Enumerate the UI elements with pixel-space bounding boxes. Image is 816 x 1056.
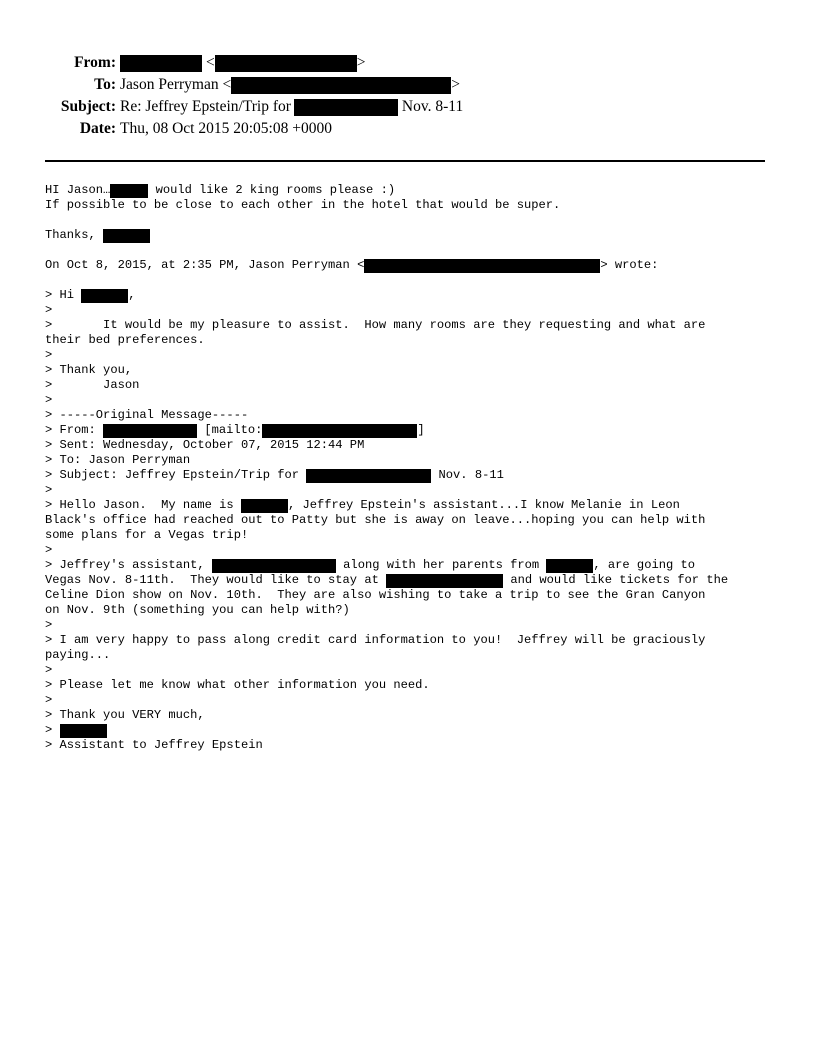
- redaction-box: [262, 424, 417, 438]
- quoted-line: > Thank you VERY much,: [45, 708, 205, 722]
- quoted-line: > Assistant to Jeffrey Epstein: [45, 738, 263, 752]
- quoted-line: on Nov. 9th (something you can help with?): [45, 603, 350, 617]
- to-label: To:: [94, 76, 116, 93]
- from-label: From:: [74, 54, 116, 71]
- redaction-box: [306, 469, 431, 483]
- quoted-line: their bed preferences.: [45, 333, 205, 347]
- quoted-line: > Please let me know what other information you need.: [45, 678, 430, 692]
- email-body: [45, 183, 775, 753]
- from-gt: >: [356, 54, 366, 71]
- header-divider: [45, 160, 765, 162]
- quoted-line: Celine Dion show on Nov. 10th. They are also wishing to take a trip to see the Gran Canyon: [45, 588, 706, 602]
- quoted-line: >: [45, 303, 53, 317]
- quoted-line: >: [45, 483, 53, 497]
- redaction-box: [81, 289, 128, 303]
- redaction-box: [60, 724, 107, 738]
- to-value: [120, 76, 460, 94]
- redaction-box: [241, 499, 288, 513]
- quoted-line: > Jeffrey's assistant, along with her parents from , are going to: [45, 558, 695, 572]
- to-name: Jason Perryman <: [120, 76, 232, 93]
- quoted-line: > I am very happy to pass along credit card information to you! Jeffrey will be graciously: [45, 633, 706, 647]
- quoted-line: >: [45, 693, 53, 707]
- quoted-line: Black's office had reached out to Patty but she is away on leave...hoping you can help with: [45, 513, 706, 527]
- redaction-box: [120, 55, 202, 72]
- from-lt: <: [206, 54, 215, 71]
- date-label: Date:: [79, 120, 116, 137]
- from-value: [120, 54, 366, 72]
- date-value: Thu, 08 Oct 2015 20:05:08 +0000: [120, 120, 332, 137]
- body-line: HI Jason… would like 2 king rooms please :): [45, 183, 396, 197]
- quoted-line: > To: Jason Perryman: [45, 453, 191, 467]
- quoted-line: > -----Original Message-----: [45, 408, 249, 422]
- quoted-line: >: [45, 663, 53, 677]
- redaction-box: [364, 259, 600, 273]
- quoted-line: >: [45, 723, 775, 738]
- subject-tail: Nov. 8-11: [401, 98, 464, 115]
- redaction-box: [215, 55, 357, 72]
- subject-value: [120, 98, 463, 116]
- quoted-line: >: [45, 543, 53, 557]
- quoted-line: > Sent: Wednesday, October 07, 2015 12:44 PM: [45, 438, 365, 452]
- to-row: [0, 74, 816, 96]
- quoted-line: >: [45, 618, 53, 632]
- from-row: [0, 52, 816, 74]
- quoted-line: some plans for a Vegas trip!: [45, 528, 249, 542]
- quoted-line: paying...: [45, 648, 111, 662]
- email-header: [0, 52, 816, 140]
- body-line: Thanks,: [45, 228, 775, 243]
- redaction-box: [103, 424, 197, 438]
- to-gt: >: [451, 76, 460, 93]
- quoted-line: > It would be my pleasure to assist. How many rooms are they requesting and what are: [45, 318, 706, 332]
- quoted-line: > Thank you,: [45, 363, 133, 377]
- quoted-line: >: [45, 348, 53, 362]
- quoted-line: > From: [mailto: ]: [45, 423, 425, 437]
- quoted-line: > Hi ,: [45, 288, 136, 302]
- quoted-line: > Jason: [45, 378, 140, 392]
- redaction-box: [386, 574, 503, 588]
- subject-label: Subject:: [60, 98, 116, 115]
- quoted-line: Vegas Nov. 8-11th. They would like to stay at and would like tickets for the: [45, 573, 729, 587]
- redaction-box: [546, 559, 593, 573]
- quoted-line: >: [45, 393, 53, 407]
- date-row: [0, 118, 816, 140]
- body-line: On Oct 8, 2015, at 2:35 PM, Jason Perryman < > wrote:: [45, 258, 659, 272]
- redaction-box: [110, 184, 148, 198]
- subject-text: Re: Jeffrey Epstein/Trip for: [120, 98, 291, 115]
- body-line: If possible to be close to each other in the hotel that would be super.: [45, 198, 561, 212]
- subject-row: [0, 96, 816, 118]
- redaction-box: [294, 99, 398, 116]
- quoted-line: > Subject: Jeffrey Epstein/Trip for Nov. 8-11: [45, 468, 504, 482]
- redaction-box: [212, 559, 336, 573]
- quoted-line: > Hello Jason. My name is , Jeffrey Epstein's assistant...I know Melanie in Leon: [45, 498, 680, 512]
- redaction-box: [231, 77, 451, 94]
- redaction-box: [103, 229, 150, 243]
